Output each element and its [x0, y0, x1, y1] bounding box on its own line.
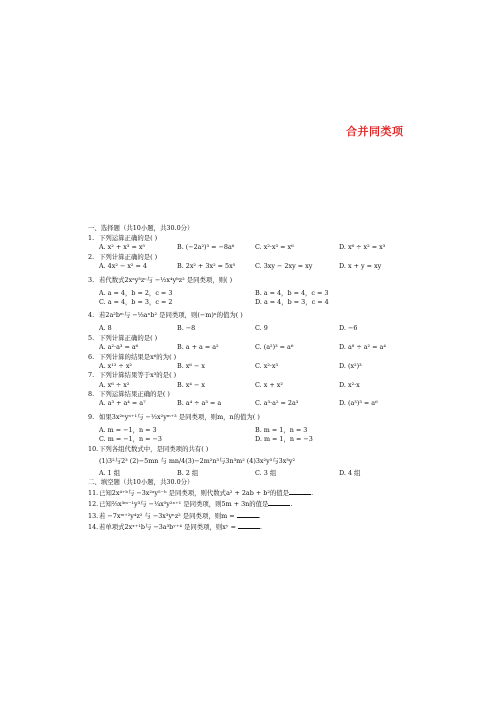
question-6: 6. 下列计算的结果是x⁶的为( ) [88, 352, 177, 361]
option-d: D. x + y = xy [339, 262, 382, 271]
option-a: A. 4x² − x² = 4 [99, 262, 147, 271]
question-stem: 下列计算正确的是( ) [99, 252, 158, 261]
question-stem: 下列计算结果等于x³的是( ) [99, 371, 177, 380]
answer-blank [238, 523, 260, 529]
question-stem: 下列计算的结果是x⁶的为( ) [99, 352, 177, 361]
question-3: 3. 若代数式2xᵃy³zᶜ与 −½x⁴yᵇz² 是同类项，则( ) [88, 275, 233, 284]
question-2: 2. 下列计算正确的是( ) [88, 252, 158, 261]
exercise-content [88, 225, 468, 534]
option-d: D. a⁸ ÷ a² = a⁴ [339, 343, 386, 352]
option-b: B. a = 4，b = 4，c = 3 [255, 288, 329, 297]
question-2-options [88, 263, 468, 272]
option-b: B. x⁴ − x [177, 380, 205, 389]
option-c: C. 3xy − 2xy = xy [255, 262, 313, 271]
option-d: D. x⁶ ÷ x² = x³ [339, 243, 386, 252]
question-stem: 如果3x²ⁿyⁿ⁺¹与 −½x²yᵐ⁺³ 是同类项，则m，n的值为( ) [99, 412, 260, 421]
question-stem: 若2a²bᵐ与 −⅓aⁿb² 是同类项，则(−m)ⁿ的值为( ) [99, 311, 243, 320]
question-8: 8. 下列运算结果正确的是( ) [88, 390, 170, 399]
option-b: B. a + a = a² [177, 343, 219, 352]
question-5: 5. 下列计算正确的是( ) [88, 333, 158, 342]
option-b: B. 2x² + 3x² = 5x⁵ [177, 262, 236, 271]
option-c: C. x²·x³ = x⁶ [255, 243, 294, 252]
question-text: 若单项式2xˣ⁺¹b与 −3a³bʸ⁺⁴ 是同类项，则xʸ = [99, 523, 239, 532]
question-1: 1. 下列运算正确的是( ) [88, 234, 158, 242]
question-stem: 下列各组代数式中，是同类项的共有( ) [99, 444, 209, 453]
option-a: A. x⁶ ÷ x² [99, 380, 130, 389]
question-10-groups: (1)3²与2³ (2)−5mn 与 mn/4(3)−2m²n³与3n³m² (4)3x²y³与3x³y² [99, 457, 296, 466]
question-text: 已知2x⁴⁺ᵇ与 −3x²ᵃy⁵⁻ᵇ 是同类项，则代数式a² + 2ab + b²的值是 [99, 489, 290, 498]
question-11: 11.已知2x⁴⁺ᵇ与 −3x²ᵃy⁵⁻ᵇ 是同类项，则代数式a² + 2ab + b²的值是 . [88, 489, 314, 498]
option-d: D. x²·x [339, 380, 360, 389]
option-a: A. 8 [99, 324, 112, 333]
question-8-options [88, 400, 468, 409]
answer-blank [237, 512, 259, 518]
question-14: 14.若单项式2xˣ⁺¹b与 −3a³bʸ⁺⁴ 是同类项，则xʸ = . [88, 523, 263, 532]
option-d: D. a = 4，b = 3，c = 4 [255, 297, 329, 306]
question-3-options-row-2 [88, 299, 468, 308]
answer-blank [289, 489, 311, 495]
option-b: B. a⁴ ÷ a³ = a [177, 399, 222, 408]
option-a: A. a²·a³ = a⁶ [99, 343, 139, 352]
option-c: C. 9 [255, 324, 268, 333]
option-b: B. −8 [177, 324, 196, 333]
option-d: D. (x²)³ [339, 361, 362, 370]
option-a: A. x¹² ÷ x² [99, 361, 132, 370]
question-4: 4. 若2a²bᵐ与 −⅓aⁿb² 是同类项，则(−m)ⁿ的值为( ) [88, 311, 243, 320]
document-title: 合并同类项 [346, 125, 404, 138]
option-c: C. m = −1，n = −3 [99, 435, 162, 444]
question-13: 13.若 −7xᵐ⁺²y⁴z² 与 −3x³yⁿz² 是同类项，则m = . [88, 512, 261, 521]
question-stem: 下列计算正确的是( ) [99, 333, 158, 342]
question-stem: 下列运算结果正确的是( ) [99, 390, 170, 399]
option-d: D. 4 组 [339, 469, 361, 478]
option-d: D. −6 [339, 324, 358, 333]
question-text: 若 −7xᵐ⁺²y⁴z² 与 −3x³yⁿz² 是同类项，则m = [99, 512, 237, 521]
section-heading-fill: 二、填空题（共10小题，共30.0分） [88, 478, 194, 487]
question-stem: 若代数式2xᵃy³zᶜ与 −½x⁴yᵇz² 是同类项，则( ) [99, 275, 233, 284]
option-b: B. (−2a²)³ = −8a⁶ [177, 243, 235, 252]
option-b: B. m = 1，n = 3 [255, 425, 308, 434]
answer-blank [268, 500, 290, 506]
option-b: B. x⁶ − x [177, 361, 205, 370]
option-c: C. x²·x³ [255, 361, 279, 370]
question-9: 9. 如果3x²ⁿyⁿ⁺¹与 −½x²yᵐ⁺³ 是同类项，则m，n的值为( ) [88, 412, 260, 421]
question-12: 12.已知⅔x³ᵐ⁻¹y³与 −¼x⁵y²ⁿ⁺¹ 是同类项，则5m + 3n的值是 . [88, 500, 293, 509]
option-c: C. x + x² [255, 380, 283, 389]
question-text: 已知⅔x³ᵐ⁻¹y³与 −¼x⁵y²ⁿ⁺¹ 是同类项，则5m + 3n的值是 [99, 500, 269, 509]
option-a: A. 1 组 [99, 469, 121, 478]
option-a: A. a = 4，b = 2，c = 3 [99, 288, 173, 297]
option-c: C. a = 4，b = 3，c = 2 [99, 297, 173, 306]
option-c: C. (a²)³ = a⁶ [255, 343, 294, 352]
option-a: A. a³ + a⁴ = a⁷ [99, 399, 146, 408]
question-10: 10.下列各组代数式中，是同类项的共有( ) [88, 444, 209, 453]
section-heading-choice: 一、选择题（共10小题，共30.0分） [88, 224, 194, 232]
option-b: B. 2 组 [177, 469, 199, 478]
option-d: D. m = 1，n = −3 [255, 435, 313, 444]
question-stem: 下列运算正确的是( ) [99, 234, 158, 242]
option-c: C. a³·a² = 2a³ [255, 399, 299, 408]
option-c: C. 3 组 [255, 469, 277, 478]
option-d: D. (a³)³ = a⁶ [339, 399, 378, 408]
option-a: A. m = −1，n = 3 [99, 425, 157, 434]
option-a: A. x² + x³ = x⁵ [99, 243, 146, 252]
question-7: 7. 下列计算结果等于x³的是( ) [88, 371, 177, 380]
